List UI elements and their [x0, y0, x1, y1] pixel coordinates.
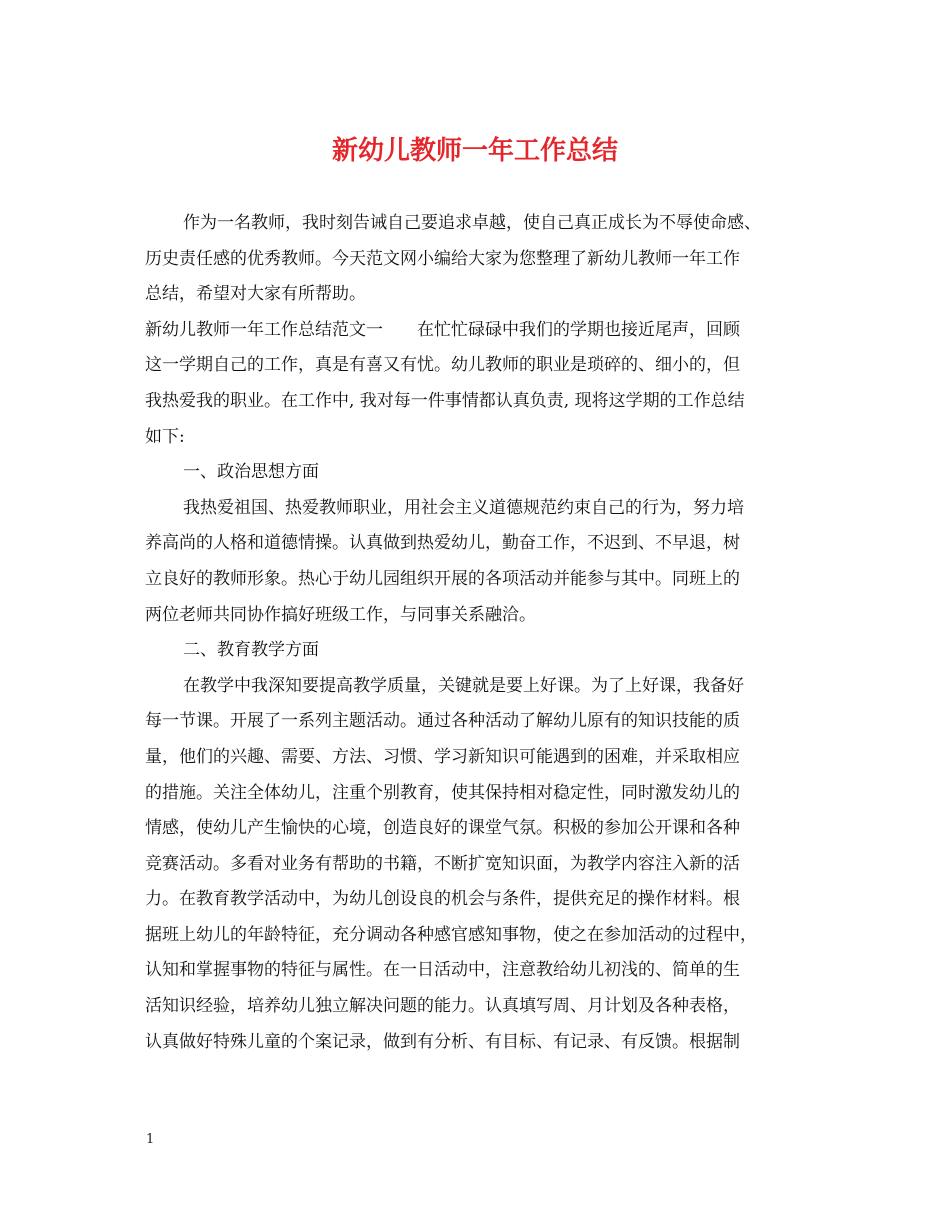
text-line: 养高尚的人格和道德情操。认真做到热爱幼儿，勤奋工作，不迟到、不早退，树 [145, 533, 740, 554]
text-line: 活知识经验，培养幼儿独立解决问题的能力。认真填写周、月计划及各种表格， [145, 996, 740, 1017]
text-line: 认知和掌握事物的特征与属性。在一日活动中，注意教给幼儿初浅的、简单的生 [145, 960, 740, 981]
document-title: 新幼儿教师一年工作总结 [331, 136, 618, 166]
text-line: 情感，使幼儿产生愉快的心境，创造良好的课堂气氛。积极的参加公开课和各种 [145, 818, 740, 839]
text-line: 立良好的教师形象。热心于幼儿园组织开展的各项活动并能参与其中。同班上的 [145, 568, 740, 589]
text-line: 作为一名教师，我时刻告诫自己要追求卓越，使自己真正成长为不辱使命感、 [183, 213, 761, 233]
text-line: 两位老师共同协作搞好班级工作，与同事关系融洽。 [145, 604, 536, 625]
text-line: 如下: [145, 426, 185, 447]
text-line: 在教学中我深知要提高教学质量，关键就是要上好课。为了上好课，我备好 [183, 675, 744, 696]
page-number: 1 [146, 1132, 155, 1147]
text-line: 新幼儿教师一年工作总结范文一 在忙忙碌碌中我们的学期也接近尾声，回顾 [145, 319, 740, 340]
text-line: 据班上幼儿的年龄特征，充分调动各种感官感知事物，使之在参加活动的过程中， [145, 924, 757, 945]
text-line: 力。在教育教学活动中，为幼儿创设良的机会与条件，提供充足的操作材料。根 [145, 889, 740, 910]
text-line: 总结，希望对大家有所帮助。 [145, 284, 366, 305]
text-line: 竞赛活动。多看对业务有帮助的书籍，不断扩宽知识面，为教学内容注入新的活 [145, 853, 740, 874]
text-line: 量，他们的兴趣、需要、方法、习惯、学习新知识可能遇到的困难，并采取相应 [145, 746, 740, 767]
text-line: 一、政治思想方面 [183, 462, 319, 483]
text-line: 我热爱祖国、热爱教师职业，用社会主义道德规范约束自己的行为，努力培 [183, 497, 744, 518]
text-line: 二、教育教学方面 [183, 640, 319, 661]
text-line: 认真做好特殊儿童的个案记录，做到有分析、有目标、有记录、有反馈。根据制 [145, 1031, 740, 1052]
text-line: 历史责任感的优秀教师。今天范文网小编给大家为您整理了新幼儿教师一年工作 [145, 248, 740, 269]
text-line: 我热爱我的职业。在工作中, 我对每一件事情都认真负责, 现将这学期的工作总结 [145, 390, 745, 411]
text-line: 的措施。关注全体幼儿，注重个别教育，使其保持相对稳定性，同时激发幼儿的 [145, 782, 740, 803]
text-line: 每一节课。开展了一系列主题活动。通过各种活动了解幼儿原有的知识技能的质 [145, 711, 740, 732]
document-body [145, 206, 807, 1060]
text-line: 这一学期自己的工作，真是有喜又有忧。幼儿教师的职业是琐碎的、细小的，但 [145, 355, 740, 376]
